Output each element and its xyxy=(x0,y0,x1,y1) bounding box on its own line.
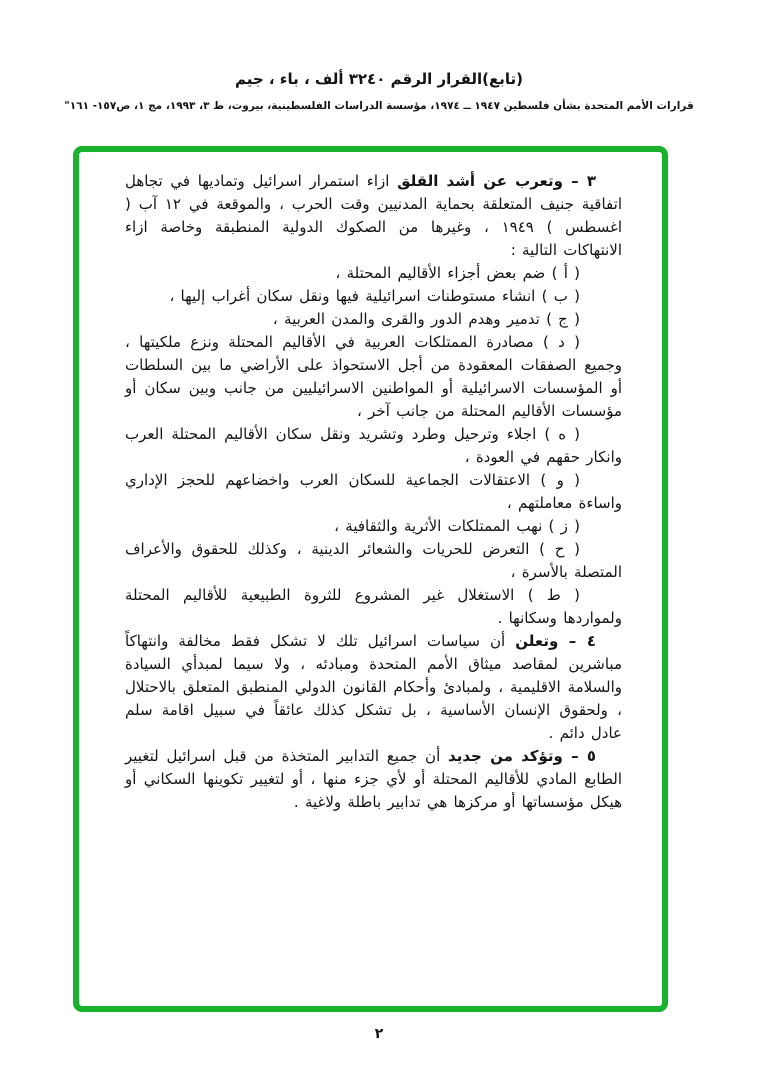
list-item-7: ( ز ) نهب الممتلكات الأثرية والثقافية ، xyxy=(334,517,580,535)
list-item-2: ( ب ) انشاء مستوطنات اسرائيلية فيها ونقل سكان أغراب إليها ، xyxy=(169,287,580,305)
item-marker: ( ج ) xyxy=(546,310,580,328)
resolution-text-column xyxy=(125,170,622,814)
list-item-6: ( و ) الاعتقالات الجماعية للسكان العرب واخضاعهم للحجز الإداري واساءة معاملتهم ، xyxy=(125,471,622,512)
source-citation: قرارات الأمم المتحدة بشأن فلسطين ١٩٤٧ ــ ١٩٧٤، مؤسسة الدراسات الفلسطينية، بيروت، ط ٣، ١٩٩٣، مج ١، ص١٥٧- ١٦١" xyxy=(64,100,694,112)
paragraph-lead: ٤ – وتعلن xyxy=(515,632,596,650)
paragraph-٥: ٥ – وتؤكد من جديد أن جميع التدابير المتخذة من قبل اسرائيل لتغيير الطابع المادي للأقاليم المحتلة أو لأي جزء منها ، أو لتغيير تكوينها السكاني أو هيكل مؤسساتها أو مركزها هي تدابير باطلة ولاغية . xyxy=(125,747,622,811)
item-marker: ( ز ) xyxy=(548,517,580,535)
list-item-1: ( أ ) ضم بعض أجزاء الأقاليم المحتلة ، xyxy=(335,264,580,282)
item-marker: ( أ ) xyxy=(551,264,580,282)
paragraph-lead: ٣ – وتعرب عن أشد القلق xyxy=(397,172,596,190)
list-item-9: ( ط ) الاستغلال غير المشروع للثروة الطبيعية للأقاليم المحتلة ولمواردها وسكانها . xyxy=(125,586,622,627)
item-marker: ( ح ) xyxy=(539,540,580,558)
item-marker: ( ط ) xyxy=(527,586,580,604)
page-number: ٢ xyxy=(374,1026,384,1042)
list-item-3: ( ج ) تدمير وهدم الدور والقرى والمدن العربية ، xyxy=(272,310,580,328)
item-marker: ( د ) xyxy=(542,333,581,351)
paragraph-٤: ٤ – وتعلن أن سياسات اسرائيل تلك لا تشكل فقط مخالفة وانتهاكاً مباشرين لمقاصد ميثاق الأمم المتحدة ومبادئه ، ولا سيما لمبدأي السيادة والسلامة الاقليمية ، ولمبادئ وأحكام القانون الدولي المنطبق المتعلق بالاحتلال ، ولحقوق الإنسان الأساسية ، بل تشكل كذلك عائقاً في سبيل اقامة سلم عادل دائم . xyxy=(125,632,622,742)
highlight-border-box xyxy=(73,146,668,1012)
paragraph-lead: ٥ – وتؤكد من جديد xyxy=(448,747,597,765)
page-title: (تابع)القرار الرقم ٣٢٤٠ ألف ، باء ، جيم xyxy=(234,70,524,88)
item-marker: ( ه ) xyxy=(544,425,580,443)
list-item-4: ( د ) مصادرة الممتلكات العربية في الأقاليم المحتلة ونزع ملكيتها ، وجميع الصفقات المعقودة من أجل الاستحواذ على الأراضي ما بين السلطات أو المؤسسات الاسرائيلية أو المواطنين الاسرائيليين من جانب وبين سكان أو مؤسسات الأقاليم المحتلة من جانب آخر ، xyxy=(125,333,622,420)
paragraph-٣: ٣ – وتعرب عن أشد القلق ازاء استمرار اسرائيل وتماديها في تجاهل اتفاقية جنيف المتعلقة بحماية المدنيين وقت الحرب ، والموقعة في ١٢ آب ( اغسطس ) ١٩٤٩ ، وغيرها من الصكوك الدولية المنطبقة وخاصة ازاء الانتهاكات التالية : xyxy=(125,172,622,259)
list-item-5: ( ه ) اجلاء وترحيل وطرد وتشريد ونقل سكان الأقاليم المحتلة العرب وانكار حقهم في العودة ، xyxy=(125,425,622,466)
item-marker: ( ب ) xyxy=(541,287,580,305)
item-marker: ( و ) xyxy=(540,471,580,489)
list-item-8: ( ح ) التعرض للحريات والشعائر الدينية ، وكذلك للحقوق والأعراف المتصلة بالأسرة ، xyxy=(125,540,622,581)
